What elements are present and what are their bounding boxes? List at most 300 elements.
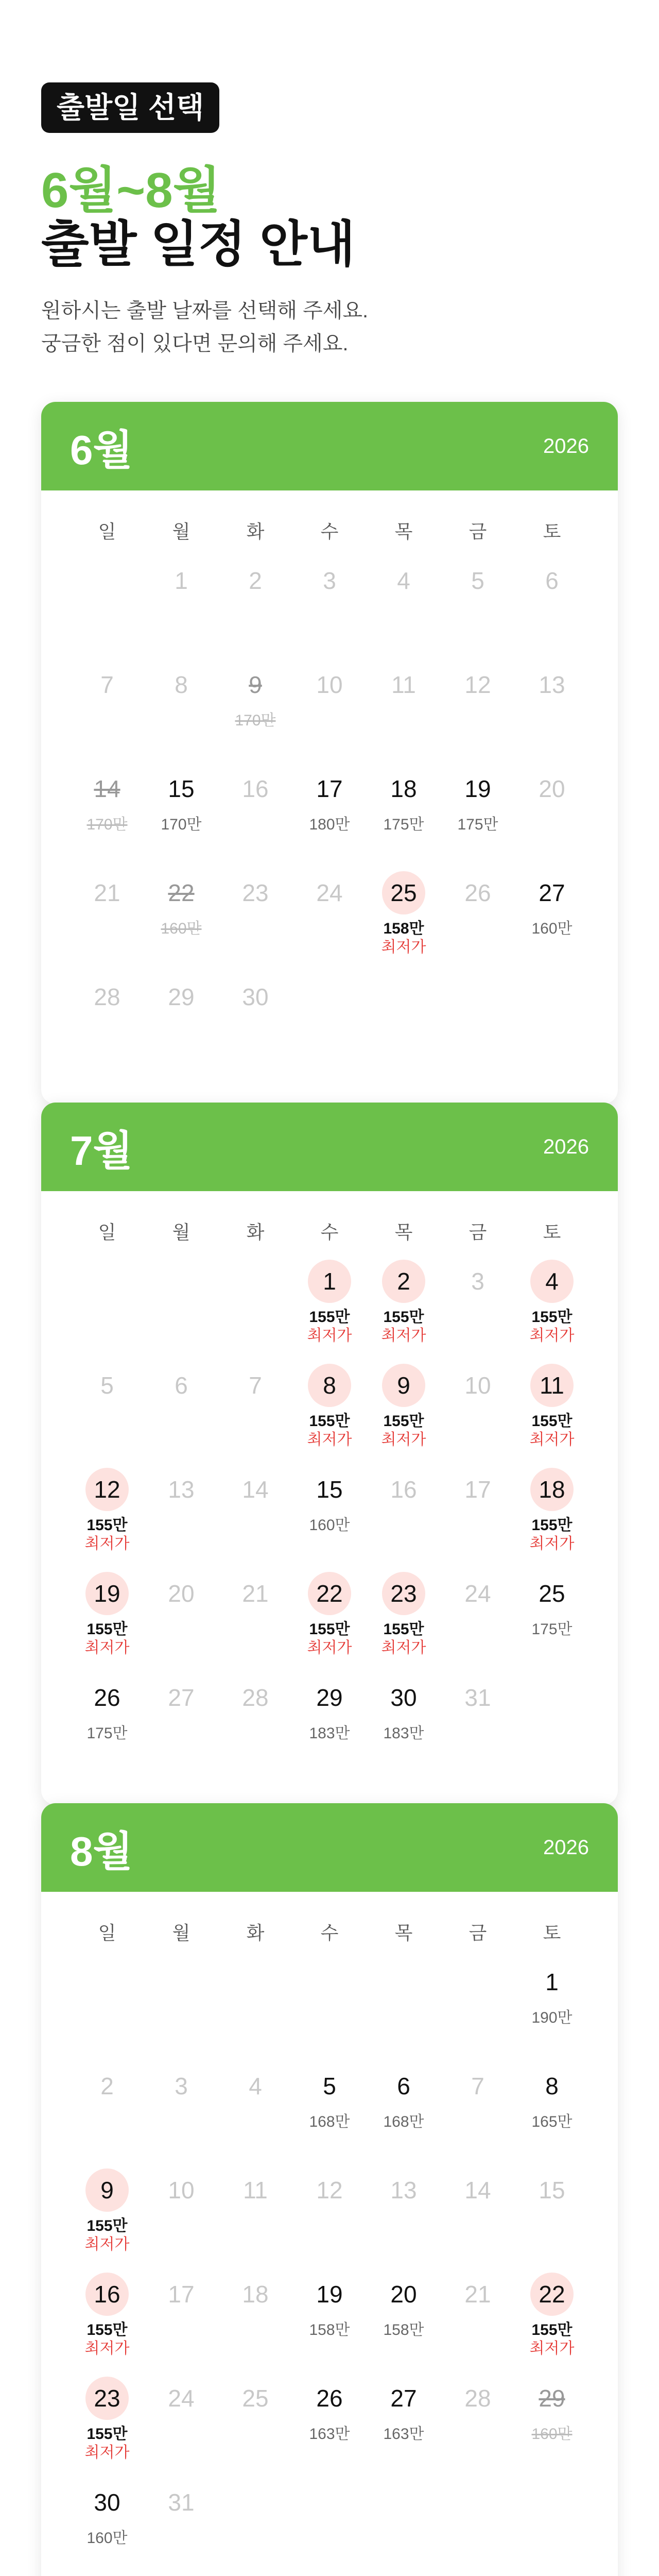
day-number-wrap: [218, 1364, 292, 1407]
calendar-day[interactable]: [515, 2064, 589, 2168]
day-number: 24: [316, 879, 343, 906]
calendar-day[interactable]: [515, 1468, 589, 1572]
page-subtitle: [41, 294, 618, 360]
day-number: 7: [249, 1372, 262, 1399]
day-number[interactable]: 26: [94, 1684, 120, 1711]
day-number-wrap: [144, 1364, 218, 1407]
day-number: 7: [471, 2073, 484, 2099]
day-number: 21: [94, 879, 120, 906]
day-number-wrap: [144, 1468, 218, 1511]
lowest-price-tag: 최저가: [529, 1535, 575, 1552]
lowest-price-tag: 최저가: [84, 1639, 130, 1656]
calendar-day: [367, 559, 441, 663]
calendar-day: [144, 1676, 218, 1780]
day-number-wrap: [144, 975, 218, 1019]
weekday-label: 목: [394, 521, 413, 542]
day-number[interactable]: 25: [382, 871, 425, 914]
day-number-wrap: [144, 559, 218, 602]
day-number: 16: [390, 1476, 417, 1503]
day-number-wrap: [515, 1572, 589, 1615]
calendar-day: [218, 767, 292, 871]
day-number[interactable]: 12: [85, 1468, 129, 1511]
calendar-day: [70, 871, 144, 975]
calendar-day: [292, 663, 367, 767]
day-number[interactable]: 23: [382, 1572, 425, 1615]
day-number: 12: [464, 671, 491, 698]
calendar-empty-cell: [515, 2481, 589, 2576]
day-number: 2: [100, 2073, 114, 2099]
day-number[interactable]: 1: [545, 1969, 559, 1995]
day-number: 3: [175, 2073, 188, 2099]
section-badge: 출발일 선택: [41, 82, 219, 133]
day-number-wrap: [70, 2377, 144, 2420]
week-row: [70, 2273, 589, 2377]
day-price: 155만: [531, 1309, 573, 1326]
day-number: 21: [242, 1580, 269, 1607]
calendar-empty-cell: [292, 975, 367, 1079]
weekday-label: 수: [320, 1922, 339, 1943]
day-number-wrap: [70, 2481, 144, 2524]
day-number-wrap: [292, 663, 367, 706]
day-number: 23: [242, 879, 269, 906]
calendar-day[interactable]: [367, 1260, 441, 1364]
weekday-label: 목: [394, 1922, 413, 1943]
page-title: 출발 일정 안내: [41, 217, 355, 273]
calendar-empty-cell: [218, 1260, 292, 1364]
calendar-day: [218, 2168, 292, 2273]
day-price: 155만: [383, 1309, 424, 1326]
calendar-body: [41, 1191, 618, 1805]
day-number-wrap: [441, 1468, 515, 1511]
weekday-label: 일: [98, 521, 116, 542]
day-number[interactable]: 20: [390, 2281, 417, 2308]
day-number-wrap: [144, 767, 218, 810]
calendar-grid: [70, 1960, 589, 2576]
week-row: [70, 1364, 589, 1468]
calendar-day: [441, 2273, 515, 2377]
day-price: 168만: [309, 2113, 350, 2130]
calendar-day: [144, 1364, 218, 1468]
day-number: 8: [175, 671, 188, 698]
day-number[interactable]: 27: [539, 879, 565, 906]
calendar-day: [367, 2168, 441, 2273]
day-number: 25: [242, 2385, 269, 2412]
calendar-day: [441, 2168, 515, 2273]
day-number: 9: [249, 671, 262, 698]
day-number: 26: [464, 879, 491, 906]
day-number-wrap: [292, 2273, 367, 2316]
calendar-day[interactable]: [441, 767, 515, 871]
calendar-day: [218, 2377, 292, 2481]
calendar-day: [144, 2168, 218, 2273]
calendar-empty-cell: [218, 1960, 292, 2064]
day-number-wrap: [367, 871, 441, 914]
day-number[interactable]: 15: [316, 1476, 343, 1503]
day-number-wrap: [218, 559, 292, 602]
day-number-wrap: [218, 2064, 292, 2108]
calendar-day[interactable]: [367, 2273, 441, 2377]
calendar-day: [218, 1572, 292, 1676]
calendar-day[interactable]: [70, 2168, 144, 2273]
day-number-wrap: [292, 1676, 367, 1719]
lowest-price-tag: 최저가: [381, 1327, 426, 1344]
day-number-wrap: [70, 1676, 144, 1719]
day-number-wrap: [441, 1572, 515, 1615]
calendar-day: [70, 975, 144, 1079]
day-number: 2: [249, 567, 262, 594]
calendar-day[interactable]: [70, 1468, 144, 1572]
day-number-wrap: [367, 1260, 441, 1303]
calendar-empty-cell: [441, 2481, 515, 2576]
day-number-wrap: [441, 767, 515, 810]
day-number: 5: [471, 567, 484, 594]
lowest-price-tag: 최저가: [84, 1535, 130, 1552]
day-number: 27: [168, 1684, 195, 1711]
day-number-wrap: [292, 1260, 367, 1303]
calendar-day[interactable]: [292, 2377, 367, 2481]
day-price: 155만: [383, 1621, 424, 1638]
weekday-label: 수: [320, 521, 339, 542]
weekday-label: 월: [172, 1922, 190, 1943]
calendar-day[interactable]: [292, 1364, 367, 1468]
day-number-wrap: [292, 2064, 367, 2108]
calendar-day[interactable]: [367, 767, 441, 871]
year-label: 2026: [543, 1135, 589, 1158]
day-number: 4: [249, 2073, 262, 2099]
day-number[interactable]: 16: [85, 2273, 129, 2316]
day-number-wrap: [292, 1364, 367, 1407]
day-number-wrap: [367, 663, 441, 706]
calendar-day: [441, 1572, 515, 1676]
day-number-wrap: [441, 1364, 515, 1407]
calendar-empty-cell: [515, 1676, 589, 1780]
calendar-day: [367, 663, 441, 767]
day-number-wrap: [441, 1260, 515, 1303]
day-number[interactable]: 27: [390, 2385, 417, 2412]
week-row: [70, 767, 589, 871]
lowest-price-tag: 최저가: [529, 1431, 575, 1448]
day-price: 183만: [383, 1725, 424, 1742]
day-number-wrap: [218, 1572, 292, 1615]
calendar-day: [515, 2377, 589, 2481]
calendar-empty-cell: [144, 1960, 218, 2064]
calendar-day: [218, 2273, 292, 2377]
day-number-wrap: [515, 1260, 589, 1303]
day-price: 155만: [309, 1309, 350, 1326]
weekday-row: [70, 1919, 589, 1945]
day-number: 1: [175, 567, 188, 594]
calendar-card-july: [41, 1103, 618, 1805]
calendar-day: [144, 2481, 218, 2576]
calendar-day: [218, 1364, 292, 1468]
calendar-day[interactable]: [367, 1572, 441, 1676]
weekday-label: 금: [469, 521, 487, 542]
day-number[interactable]: 19: [85, 1572, 129, 1615]
calendar-day: [144, 663, 218, 767]
day-number-wrap: [218, 1468, 292, 1511]
day-number[interactable]: 22: [308, 1572, 351, 1615]
day-number-wrap: [515, 767, 589, 810]
day-price: 155만: [531, 2321, 573, 2338]
day-number-wrap: [70, 1364, 144, 1407]
calendar-day: [144, 559, 218, 663]
day-number-wrap: [218, 663, 292, 706]
day-number-wrap: [292, 2168, 367, 2212]
day-number: 14: [242, 1476, 269, 1503]
calendar-day[interactable]: [144, 767, 218, 871]
year-label: 2026: [543, 434, 589, 457]
calendar-day[interactable]: [292, 2273, 367, 2377]
calendar-day: [218, 975, 292, 1079]
calendar-grid: [70, 1260, 589, 1780]
day-price: 155만: [86, 1621, 128, 1638]
day-number[interactable]: 8: [308, 1364, 351, 1407]
day-price: 160만: [531, 920, 573, 937]
day-number-wrap: [144, 871, 218, 914]
weekday-label: 금: [469, 1222, 487, 1243]
calendar-header: [41, 402, 618, 490]
day-price: 160만: [161, 920, 202, 937]
day-number-wrap: [144, 2481, 218, 2524]
week-row: [70, 2377, 589, 2481]
calendar-day[interactable]: [367, 1676, 441, 1780]
calendar-day[interactable]: [367, 2064, 441, 2168]
month-label: 7월: [70, 1127, 133, 1174]
day-number[interactable]: 30: [94, 2489, 120, 2516]
day-number[interactable]: 30: [390, 1684, 417, 1711]
calendar-day: [515, 559, 589, 663]
calendar-day: [292, 559, 367, 663]
calendar-card-august: [41, 1803, 618, 2576]
calendar-day[interactable]: [292, 2064, 367, 2168]
weekday-row: [70, 517, 589, 544]
week-row: [70, 1960, 589, 2064]
calendar-day[interactable]: [515, 1572, 589, 1676]
day-number: 17: [168, 2281, 195, 2308]
calendar-day: [70, 2064, 144, 2168]
day-number[interactable]: 29: [316, 1684, 343, 1711]
day-number: 28: [94, 984, 120, 1010]
day-number-wrap: [441, 2273, 515, 2316]
weekday-label: 일: [98, 1922, 116, 1943]
day-number-wrap: [70, 1468, 144, 1511]
day-number-wrap: [70, 663, 144, 706]
calendar-day: [367, 1468, 441, 1572]
day-price: 155만: [86, 1517, 128, 1534]
day-number-wrap: [367, 2064, 441, 2108]
day-number: 24: [168, 2385, 195, 2412]
calendar-empty-cell: [218, 2481, 292, 2576]
day-number-wrap: [515, 559, 589, 602]
calendar-day: [144, 1468, 218, 1572]
weekday-label: 화: [246, 521, 265, 542]
week-row: [70, 2481, 589, 2576]
day-number-wrap: [292, 2377, 367, 2420]
calendar-day[interactable]: [515, 871, 589, 975]
calendar-day: [70, 663, 144, 767]
calendar-header: [41, 1103, 618, 1191]
day-number: 11: [391, 671, 416, 698]
calendar-day[interactable]: [70, 2377, 144, 2481]
calendar-empty-cell: [144, 1260, 218, 1364]
weekday-label: 일: [98, 1222, 116, 1243]
calendar-day[interactable]: [515, 1960, 589, 2064]
day-number-wrap: [218, 1676, 292, 1719]
day-number[interactable]: 4: [530, 1260, 574, 1303]
day-number[interactable]: 19: [316, 2281, 343, 2308]
day-price: 163만: [309, 2426, 350, 2443]
lowest-price-tag: 최저가: [381, 1431, 426, 1448]
calendar-header: [41, 1803, 618, 1892]
day-price: 155만: [531, 1413, 573, 1430]
day-number-wrap: [367, 1676, 441, 1719]
day-number[interactable]: 11: [530, 1364, 574, 1407]
week-row: [70, 1676, 589, 1780]
day-number: 16: [242, 775, 269, 802]
day-number[interactable]: 18: [390, 775, 417, 802]
subtitle-line-2: 궁금한 점이 있다면 문의해 주세요.: [41, 332, 349, 355]
calendar-empty-cell: [367, 2481, 441, 2576]
calendar-day[interactable]: [70, 2481, 144, 2576]
day-number-wrap: [515, 2168, 589, 2212]
day-number[interactable]: 9: [382, 1364, 425, 1407]
day-number: 17: [464, 1476, 491, 1503]
day-number-wrap: [441, 2168, 515, 2212]
day-number: 22: [168, 879, 195, 906]
lowest-price-tag: 최저가: [381, 1639, 426, 1656]
day-price: 183만: [309, 1725, 350, 1742]
day-number: 21: [464, 2281, 491, 2308]
day-number-wrap: [367, 1364, 441, 1407]
day-number[interactable]: 8: [545, 2073, 559, 2099]
day-number-wrap: [292, 1572, 367, 1615]
subtitle-line-1: 원하시는 출발 날짜를 선택해 주세요.: [41, 299, 369, 322]
day-number[interactable]: 9: [85, 2168, 129, 2212]
calendar-empty-cell: [70, 1260, 144, 1364]
calendar-day: [515, 2168, 589, 2273]
calendar-day[interactable]: [367, 2377, 441, 2481]
calendar-empty-cell: [292, 1960, 367, 2064]
day-price: 168만: [383, 2113, 424, 2130]
day-number-wrap: [70, 767, 144, 810]
day-number-wrap: [70, 871, 144, 914]
day-price: 155만: [86, 2321, 128, 2338]
week-row: [70, 2168, 589, 2273]
lowest-price-tag: 최저가: [529, 2340, 575, 2357]
day-number[interactable]: 26: [316, 2385, 343, 2412]
calendar-day[interactable]: [70, 2273, 144, 2377]
calendar-day[interactable]: [70, 1676, 144, 1780]
weekday-label: 토: [543, 1922, 561, 1943]
day-price: 170만: [235, 712, 276, 729]
calendar-day: [515, 663, 589, 767]
calendar-day[interactable]: [70, 1572, 144, 1676]
day-number-wrap: [292, 767, 367, 810]
calendar-day: [441, 2377, 515, 2481]
day-number[interactable]: 19: [464, 775, 491, 802]
day-number-wrap: [218, 767, 292, 810]
calendar-day: [441, 1468, 515, 1572]
calendar-day[interactable]: [515, 1260, 589, 1364]
weekday-label: 화: [246, 1922, 265, 1943]
day-number: 3: [323, 567, 336, 594]
day-number[interactable]: 1: [308, 1260, 351, 1303]
day-number: 11: [243, 2177, 268, 2204]
day-price: 175만: [531, 1621, 573, 1638]
calendar-day: [515, 767, 589, 871]
day-number-wrap: [70, 2064, 144, 2108]
week-row: [70, 975, 589, 1079]
day-price: 165만: [531, 2113, 573, 2130]
day-number-wrap: [218, 2377, 292, 2420]
calendar-empty-cell: [70, 1960, 144, 2064]
day-number[interactable]: 18: [530, 1468, 574, 1511]
day-number-wrap: [441, 559, 515, 602]
week-row: [70, 663, 589, 767]
calendar-empty-cell: [515, 975, 589, 1079]
day-number: 28: [464, 2385, 491, 2412]
day-number[interactable]: 6: [397, 2073, 410, 2099]
calendar-day: [144, 871, 218, 975]
month-label: 8월: [70, 1828, 133, 1874]
day-number[interactable]: 2: [382, 1260, 425, 1303]
day-number[interactable]: 17: [316, 775, 343, 802]
day-number-wrap: [367, 2168, 441, 2212]
day-number: 24: [464, 1580, 491, 1607]
calendar-day[interactable]: [515, 2273, 589, 2377]
calendar-empty-cell: [70, 559, 144, 663]
calendar-day[interactable]: [367, 871, 441, 975]
day-number[interactable]: 22: [530, 2273, 574, 2316]
day-number-wrap: [292, 871, 367, 914]
day-price: 160만: [531, 2426, 573, 2443]
calendar-day: [218, 663, 292, 767]
calendar-day[interactable]: [292, 1676, 367, 1780]
day-number: 6: [175, 1372, 188, 1399]
calendar-day: [292, 2168, 367, 2273]
calendar-day[interactable]: [515, 1364, 589, 1468]
day-number: 13: [390, 2177, 417, 2204]
day-number-wrap: [292, 1468, 367, 1511]
calendar-day: [144, 2377, 218, 2481]
day-number: 29: [539, 2385, 565, 2412]
day-price: 170만: [86, 816, 128, 833]
day-number: 5: [100, 1372, 114, 1399]
calendar-day[interactable]: [292, 767, 367, 871]
calendar-day: [218, 1676, 292, 1780]
day-number[interactable]: 25: [539, 1580, 565, 1607]
day-number[interactable]: 15: [168, 775, 195, 802]
day-number[interactable]: 5: [323, 2073, 336, 2099]
day-number: 12: [316, 2177, 343, 2204]
day-number-wrap: [367, 1468, 441, 1511]
day-number: 10: [168, 2177, 195, 2204]
calendar-day: [218, 871, 292, 975]
day-price: 155만: [86, 2426, 128, 2443]
calendar-day[interactable]: [367, 1364, 441, 1468]
calendar-day[interactable]: [292, 1572, 367, 1676]
week-row: [70, 1468, 589, 1572]
calendar-day[interactable]: [292, 1260, 367, 1364]
day-number[interactable]: 23: [85, 2377, 129, 2420]
calendar-body: [41, 490, 618, 1104]
day-number: 14: [464, 2177, 491, 2204]
day-number: 6: [545, 567, 559, 594]
calendar-day[interactable]: [292, 1468, 367, 1572]
day-number: 29: [168, 984, 195, 1010]
month-label: 6월: [70, 427, 133, 473]
day-number: 10: [464, 1372, 491, 1399]
